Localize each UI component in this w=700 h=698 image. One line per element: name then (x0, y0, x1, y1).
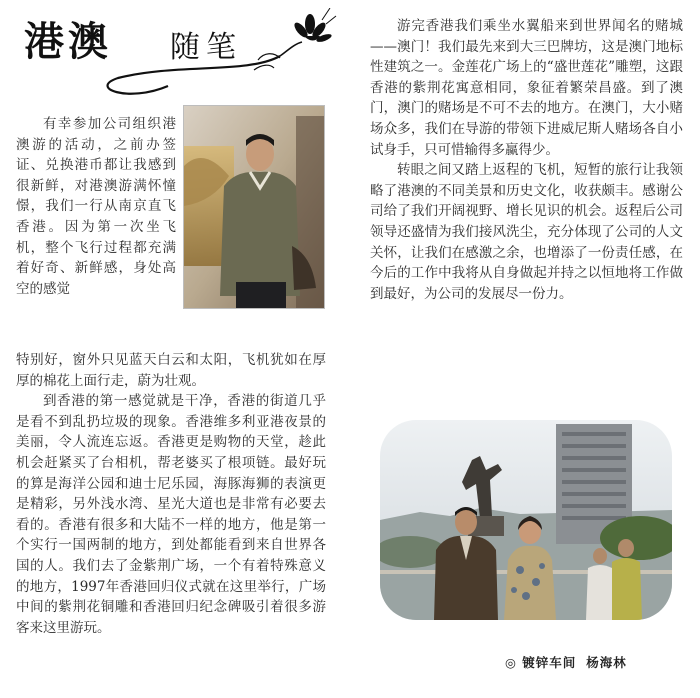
left-column-top (16, 114, 176, 299)
article-title: 港澳 (24, 19, 112, 65)
paragraph-hongkong: 到香港的第一感觉就是干净，香港的街道几乎是看不到乱扔垃圾的现象。香港维多利亚港夜景的美丽，令人流连忘返。香港更是购物的天堂，趁此机会赶紧买了台相机，帮老婆买了根项链。最好玩的算是海洋公园和迪士尼乐园，海豚海狮的表演更是精彩，另外浅水湾、星光大道也是非常有必要去看的。香港有很多和大陆不一样的地方，他是第一个实行一国两制的地方，到处都能看到来自世界各国的人。我们去了金紫荆广场，一个有着特殊意义的地方，1997年香港回归仪式就在这里举行，广场中间的紫荆花铜雕和香港回归纪念碑吸引着很多游客来这里游玩。 (16, 393, 326, 636)
left-column-rest (16, 350, 326, 638)
couple-photo (380, 420, 672, 620)
paragraph-intro-continued: 特别好，窗外只见蓝天白云和太阳，飞机犹如在厚厚的棉花上面行走，蔚为壮观。 (16, 352, 326, 389)
byline-department: ◎ 镀锌车间 (505, 655, 577, 670)
paragraph-return: 转眼之间又踏上返程的飞机，短暂的旅行让我领略了港澳的不同美景和历史文化，收获颇丰。感谢公司给了我们开阔视野、增长见识的机会。返程后公司领导还盛情为我们接风洗尘，充分体现了公司的人文关怀，让我们在感激之余，也增添了一份责任感，在今后的工作中我将从自身做起并持之以恒地将工作做到最好，为公司的发展尽一份力。 (370, 162, 683, 302)
article-subtitle: 随笔 (170, 30, 242, 65)
byline (505, 653, 627, 671)
paragraph-intro: 有幸参加公司组织港澳游的活动，之前办签证、兑换港币都让我感到很新鲜，对港澳游满怀憧憬，我们一行从南京直飞香港。因为第一次坐飞机，整个飞行过程都充满着好奇、新鲜感，身处高空的感觉 (16, 116, 176, 297)
paragraph-macau: 游完香港我们乘坐水翼船来到世界闻名的赌城——澳门！我们最先来到大三巴牌坊，这是澳门地标性建筑之一。金莲花广场上的“盛世莲花”雕塑，这跟香港的紫荆花寓意相同，象征着繁荣昌盛。到了澳门，澳门的赌场是不可不去的地方。在澳门，大小赌场众多，我们在导游的带领下进威尼斯人赌场各自小试身手，只可惜输得多赢得少。 (370, 18, 683, 158)
right-column (370, 16, 683, 304)
article-header (18, 8, 338, 100)
byline-author: 杨海林 (586, 655, 627, 670)
portrait-photo (183, 105, 325, 309)
